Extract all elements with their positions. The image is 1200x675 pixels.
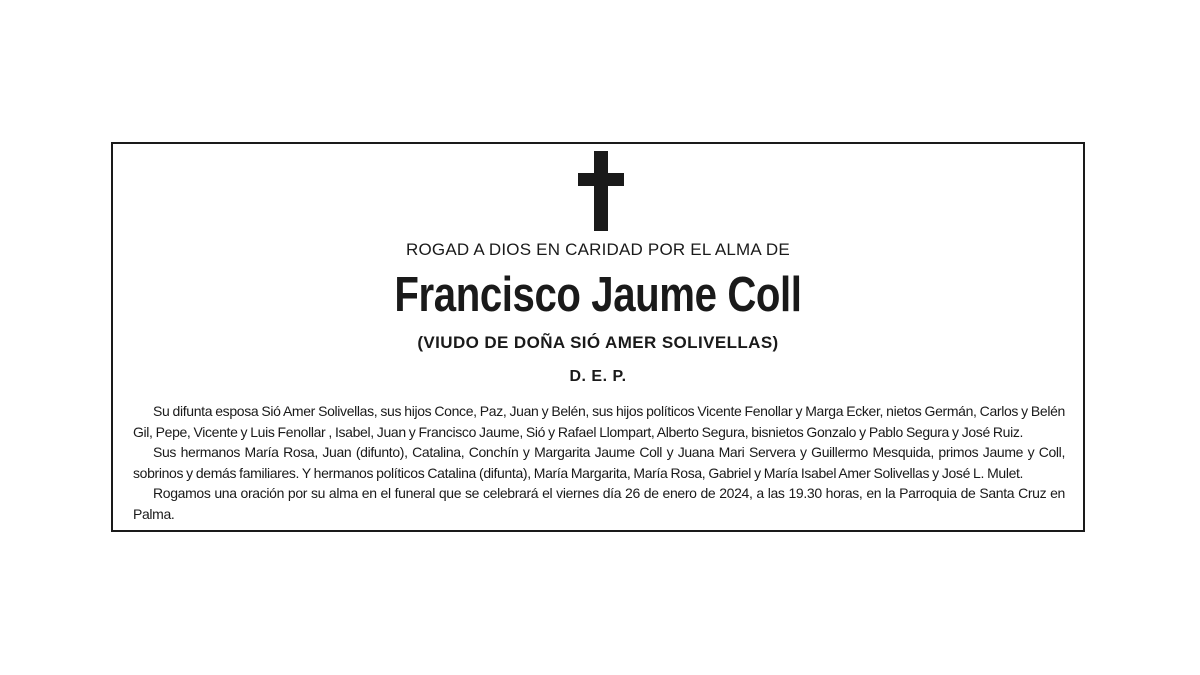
- prayer-heading: ROGAD A DIOS EN CARIDAD POR EL ALMA DE: [406, 240, 790, 259]
- deceased-name: Francisco Jaume Coll: [394, 268, 802, 322]
- notice-body: [133, 401, 1065, 525]
- dep-line: D. E. P.: [569, 368, 627, 385]
- cross-icon: [578, 151, 624, 231]
- paragraph-funeral: Rogamos una oración por su alma en el funeral que se celebrará el viernes día 26 de enero de 2024, a las 19.30 horas, en la Parroquia de Santa Cruz en Palma.: [133, 485, 1065, 522]
- paragraph-family: Su difunta esposa Sió Amer Solivellas, sus hijos Conce, Paz, Juan y Belén, sus hijos políticos Vicente Fenollar y Marga Ecker, nietos Germán, Carlos y Belén Gil, Pepe, Vicente y Luis Fenollar , Isabel, Juan y Francisco Jaume, Sió y Rafael Llompart, Alberto Segura, bisnietos Gonzalo y Pablo Segura y José Ruiz.: [133, 403, 1065, 440]
- obituary-notice: [111, 142, 1085, 532]
- widower-of-line: (VIUDO DE DOÑA SIÓ AMER SOLIVELLAS): [417, 333, 779, 352]
- paragraph-siblings: Sus hermanos María Rosa, Juan (difunto), Catalina, Conchín y Margarita Jaume Coll y Juana Mari Servera y Guillermo Mesquida, primos Jaume y Coll, sobrinos y demás familiares. Y hermanos políticos Catalina (difunta), María Margarita, María Rosa, Gabriel y María Isabel Amer Solivellas y José L. Mulet.: [133, 444, 1065, 481]
